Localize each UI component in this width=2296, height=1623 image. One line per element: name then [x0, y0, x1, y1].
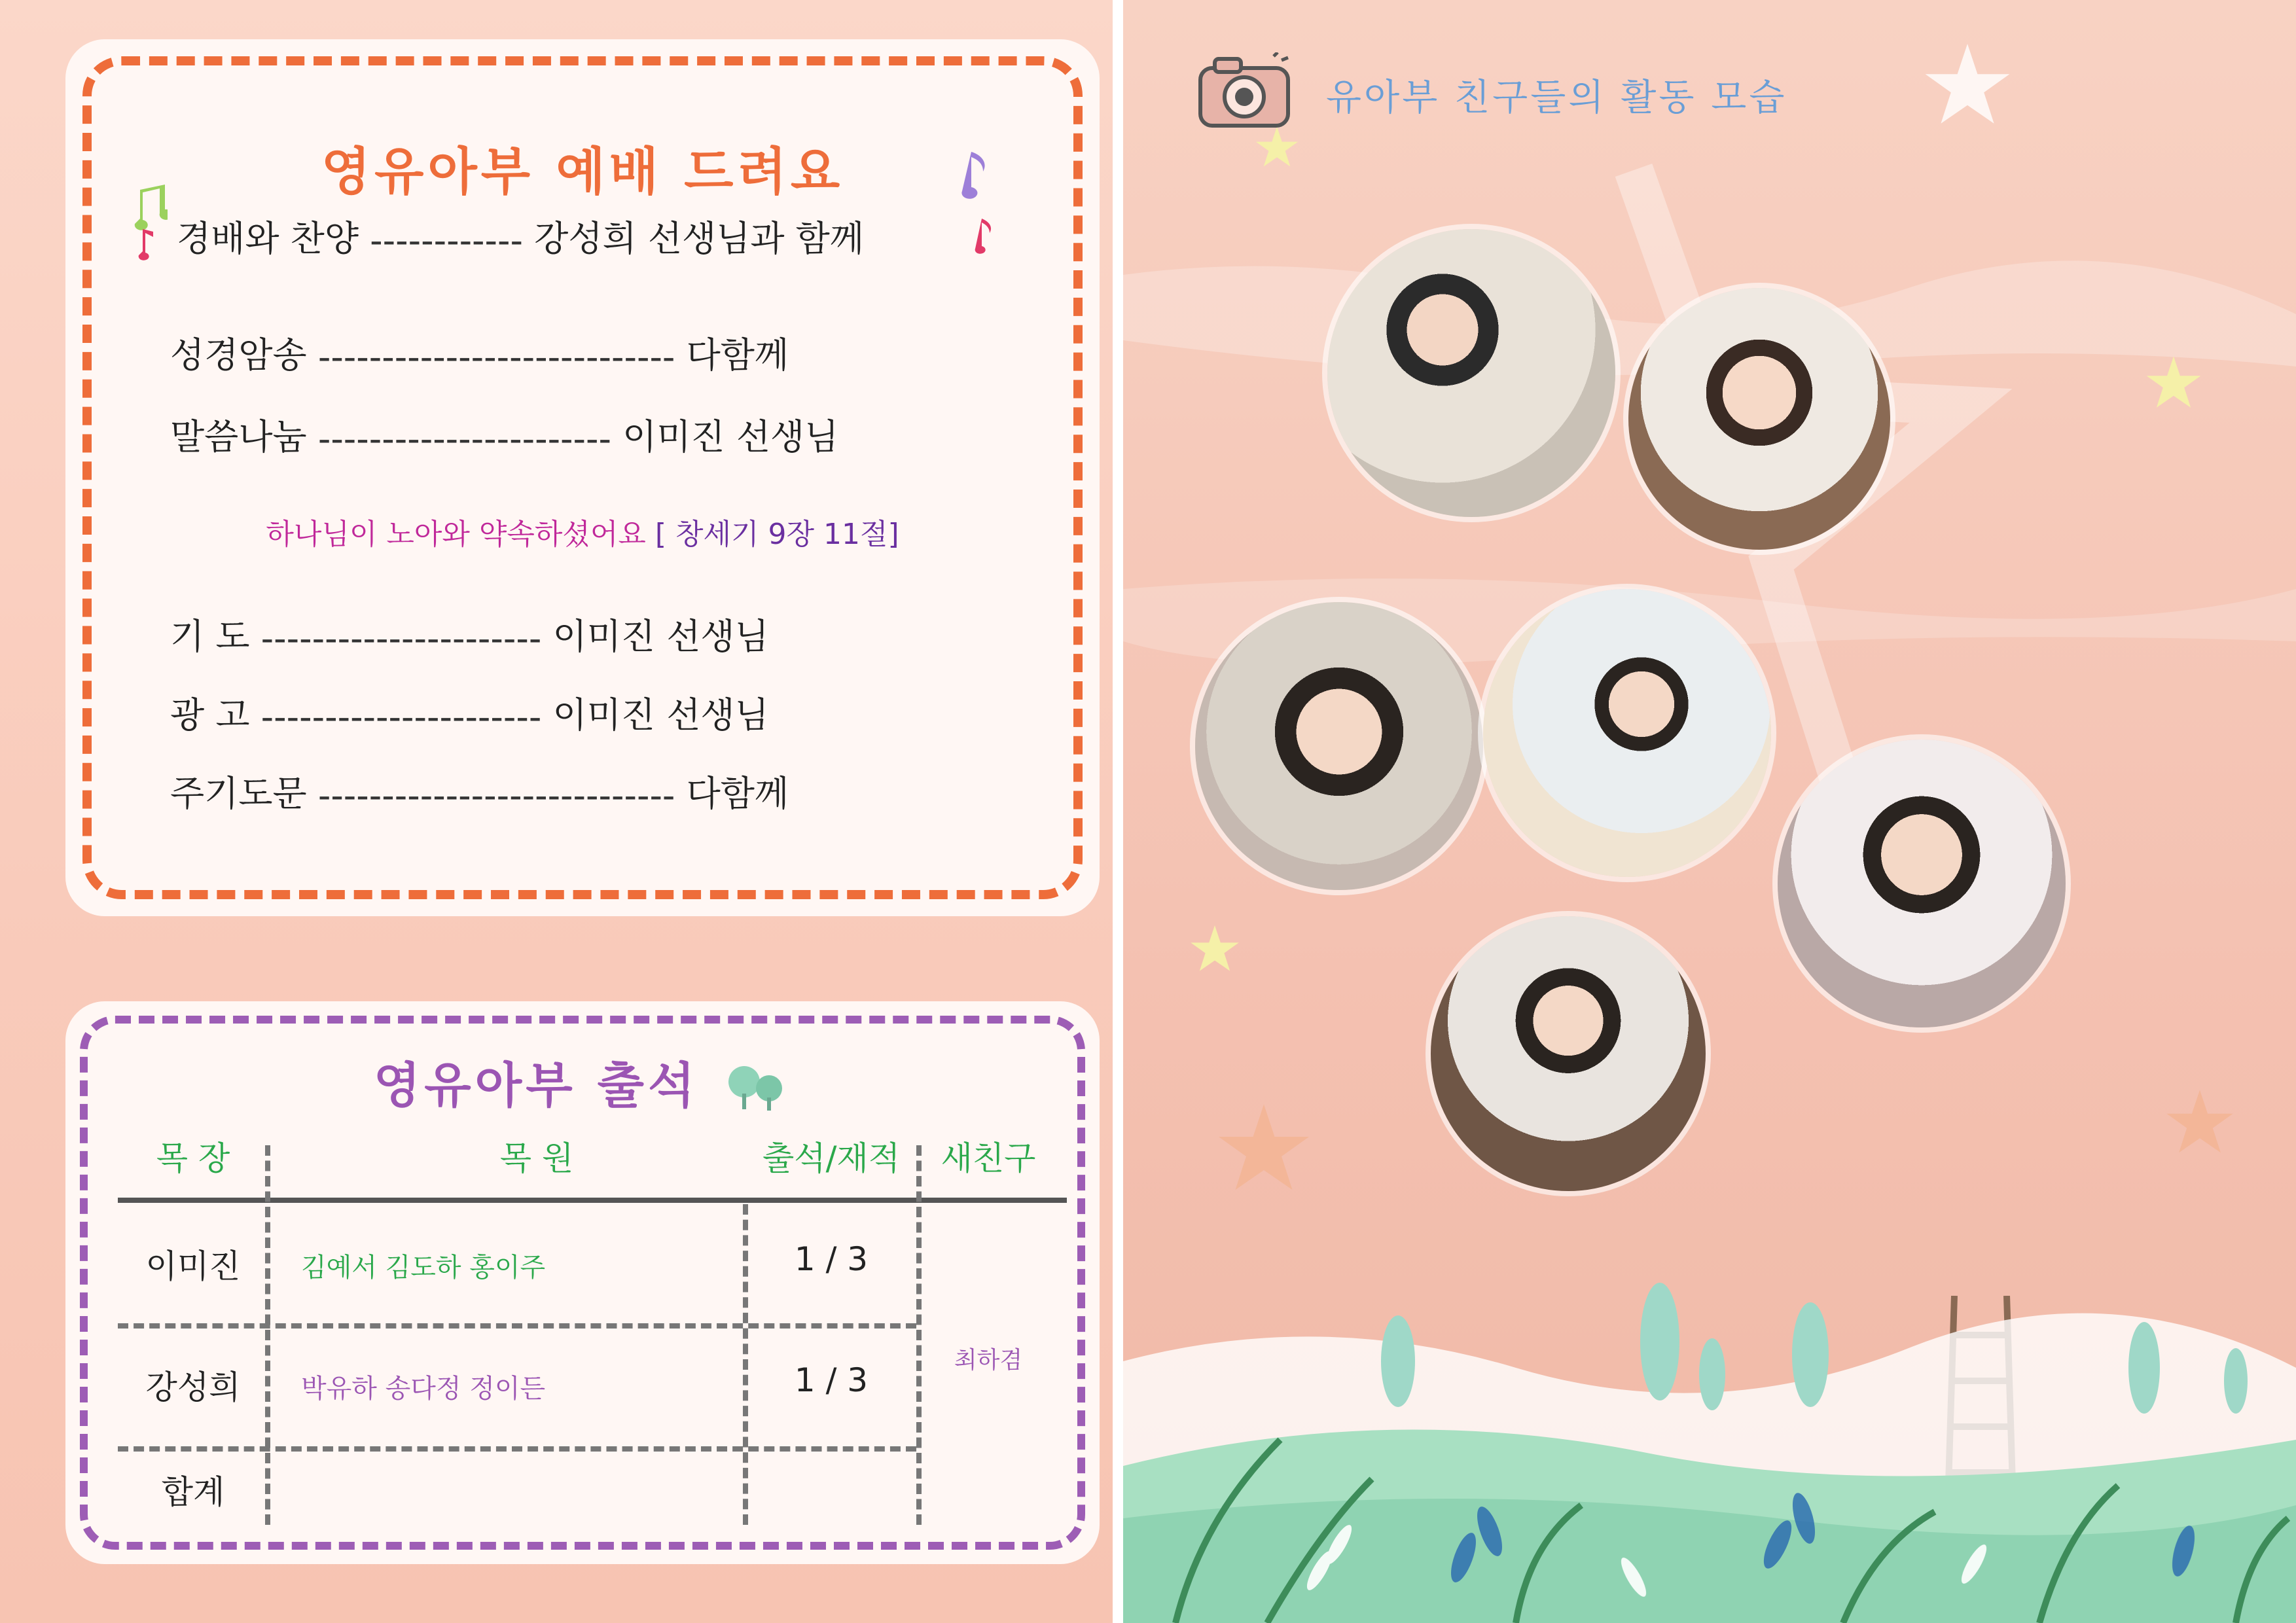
worship-item-dashes: ------------ [370, 220, 523, 261]
worship-row [170, 327, 789, 378]
worship-item-label: 말씀나눔 [170, 416, 307, 457]
camera-icon [1195, 52, 1293, 131]
worship-item-leader: 다함께 [686, 773, 789, 814]
row-members: 박유하 송다정 정이든 [301, 1374, 546, 1404]
worship-row [170, 766, 789, 816]
worship-item-dashes: ---------------------- [260, 618, 542, 659]
worship-row [170, 687, 769, 738]
verse-reference: [ 창세기 9장 11절] [655, 518, 899, 551]
row-leader: 이미진 [145, 1247, 241, 1285]
worship-item-leader: 다함께 [686, 334, 789, 376]
star-icon [1254, 124, 1300, 170]
worship-item-label: 기 도 [170, 616, 250, 657]
right-page [1123, 0, 2296, 1623]
row-members: 김예서 김도하 홍이주 [301, 1253, 546, 1283]
header-rule [118, 1198, 1067, 1203]
worship-item-dashes: ---------------------------- [317, 775, 675, 816]
row-count: 1 / 3 [794, 1361, 869, 1399]
activity-photo [1778, 740, 2066, 1027]
row-divider [118, 1446, 916, 1452]
worship-item-label: 광 고 [170, 694, 250, 736]
activity-photo [1628, 288, 1890, 550]
worship-item-leader: 이미진 선생님 [552, 694, 769, 736]
left-page [0, 0, 1113, 1623]
worship-item-leader: 강성희 선생님과 함께 [534, 218, 864, 259]
worship-item-leader: 이미진 선생님 [552, 616, 769, 657]
music-note-icon [969, 216, 995, 255]
row-divider [118, 1323, 916, 1329]
column-divider [916, 1145, 922, 1525]
row-leader: 강성희 [145, 1368, 241, 1406]
worship-row [170, 609, 769, 659]
hills-illustration [1123, 1270, 2296, 1623]
worship-item-label: 성경암송 [170, 334, 307, 376]
activity-photo [1327, 229, 1615, 517]
attendance-title [65, 1047, 1100, 1116]
star-icon [1922, 39, 2013, 131]
attendance-title-text: 영유아부 출석 [373, 1058, 699, 1114]
attendance-box [65, 1001, 1100, 1564]
worship-item-label: 경배와 찬양 [177, 218, 359, 259]
header-count: 출석/재적 [762, 1139, 901, 1177]
activity-photo [1431, 916, 1706, 1191]
row-count: 1 / 3 [794, 1240, 869, 1278]
activity-title: 유아부 친구들의 활동 모습 [1326, 77, 1787, 119]
star-icon [1189, 923, 1241, 975]
worship-item-dashes: ---------------------------- [317, 336, 675, 378]
worship-row-praise [177, 211, 864, 261]
star-icon [2164, 1086, 2236, 1158]
music-note-icon [956, 151, 995, 203]
header-new-friend: 새친구 [941, 1139, 1036, 1177]
trees-icon [719, 1062, 791, 1115]
verse-text: 하나님이 노아와 약속하셨어요 [266, 518, 646, 551]
worship-title: 영유아부 예배 드려요 [321, 143, 844, 202]
star-icon [1215, 1099, 1313, 1198]
worship-item-leader: 이미진 선생님 [622, 416, 839, 457]
worship-item-label: 주기도문 [170, 773, 307, 814]
activity-photo [1483, 589, 1771, 877]
activity-photo [1195, 602, 1483, 890]
worship-item-dashes: ----------------------- [317, 418, 611, 459]
worship-row [170, 409, 838, 459]
row-total-label: 합계 [161, 1473, 225, 1511]
worship-item-dashes: ---------------------- [260, 696, 542, 738]
music-note-icon [134, 229, 160, 262]
header-members: 목 원 [499, 1139, 574, 1177]
page-divider [1113, 0, 1123, 1623]
worship-order-box [65, 39, 1100, 916]
new-friend-name: 최하겸 [954, 1347, 1023, 1374]
header-leader: 목 장 [156, 1139, 230, 1177]
verse-line [65, 510, 1100, 552]
star-icon [2144, 353, 2203, 412]
